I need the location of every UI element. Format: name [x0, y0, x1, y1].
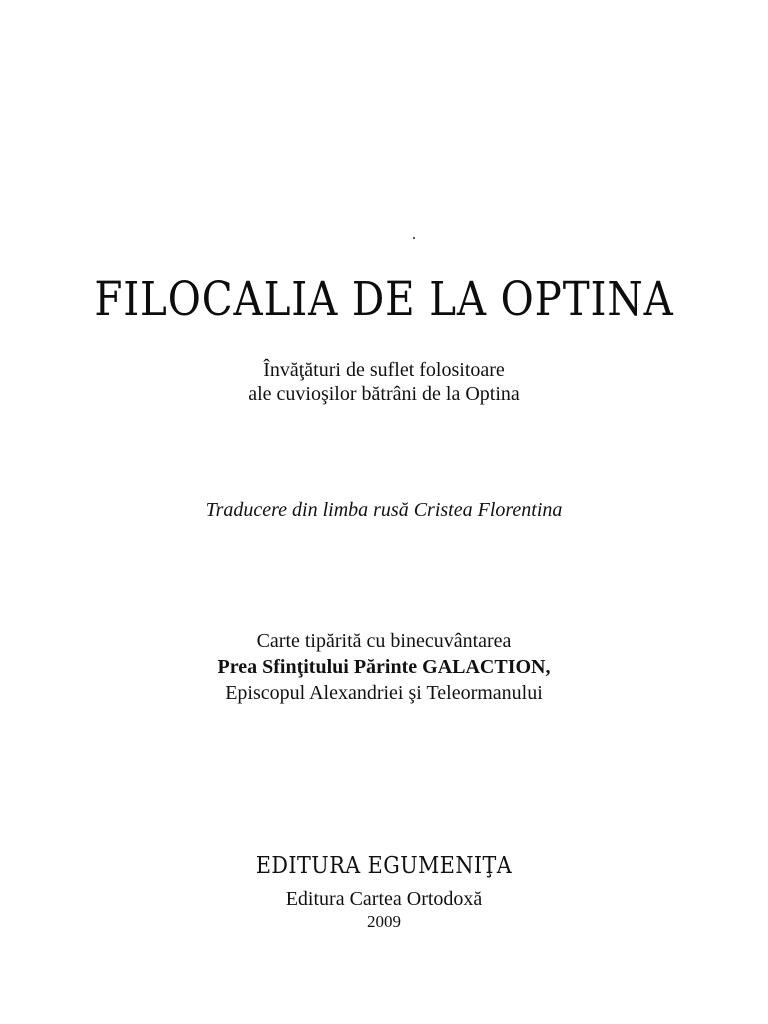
publisher-name: Editura Cartea Ortodoxă [285, 888, 483, 910]
translator-credit: Traducere din limba rusă Cristea Florentina [205, 499, 563, 521]
publisher-ornate-name: EDITURA EGUMENIŢA [255, 853, 513, 879]
subtitle-line-1: Învăţături de suflet folositoare [263, 359, 505, 381]
book-title: FILOCALIA DE LA OPTINA [94, 272, 674, 327]
blessing-line-2: Prea Sfinţitului Părinte GALACTION, [217, 656, 551, 678]
blessing-line-3: Episcopul Alexandriei şi Teleormanului [225, 682, 543, 704]
print-speck [413, 237, 415, 239]
subtitle-line-2: ale cuvioşilor bătrâni de la Optina [248, 383, 520, 405]
publication-year: 2009 [367, 912, 401, 931]
blessing-line-1: Carte tipărită cu binecuvântarea [256, 630, 512, 652]
